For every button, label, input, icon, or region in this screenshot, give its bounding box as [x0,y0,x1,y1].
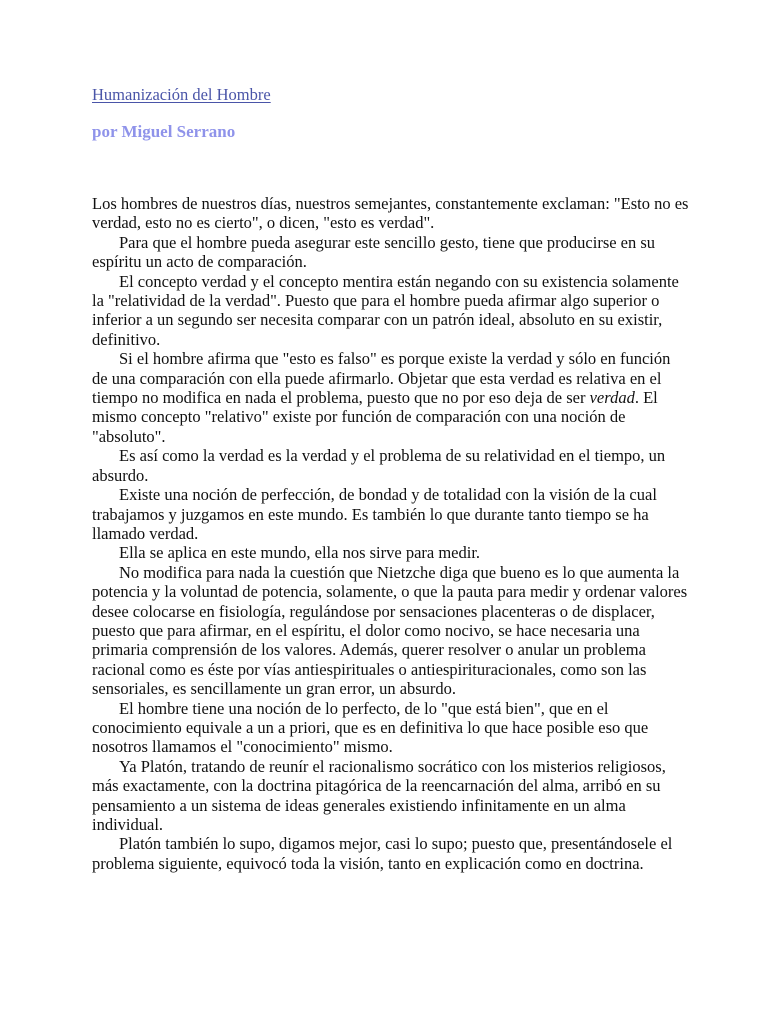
document-author: por Miguel Serrano [92,122,236,141]
paragraph-11: Platón también lo supo, digamos mejor, casi lo supo; puesto que, presentándosele el problema siguiente, equivocó toda la visión, tanto en explicación como en doctrina. [92,834,673,873]
paragraph-4 [92,349,690,446]
paragraph-4-text-b: . El mismo concepto "relativo" existe por función de comparación con una noción de "absoluto". [92,388,658,446]
paragraph-8: No modifica para nada la cuestión que Nietzche diga que bueno es lo que aumenta la potencia y la voluntad de potencia, solamente, o que la pauta para medir y ordenar valores desee colocarse en fisiología, regulándose por sensaciones placenteras o de displacer, puesto que para afirmar, en el espíritu, el dolor como nocivo, se hace necesaria una primaria comprensión de los valores. Además, querer resolver o anular un problema racional como es éste por vías antiespirituales o antiespirituracionales, como son las sensoriales, es sencillamente un gran error, un absurdo. [92,562,688,699]
paragraph-7: Ella se aplica en este mundo, ella nos sirve para medir. [119,543,481,563]
paragraph-4-emphasis: verdad [589,388,635,408]
paragraph-9: El hombre tiene una noción de lo perfecto, de lo "que está bien", que en el conocimiento equivale a un a priori, que es en definitiva lo que hace posible eso que nosotros llamamos el "conocimiento" mismo. [92,698,649,757]
paragraph-10: Ya Platón, tratando de reunír el racionalismo socrático con los misterios religiosos, más exactamente, con la doctrina pitagórica de la reencarnación del alma, arribó en su pensamiento a un sistema de ideas generales existiendo infinitamente en un alma individual. [92,756,666,834]
paragraph-2: Para que el hombre pueda asegurar este sencillo gesto, tiene que producirse en su espíritu un acto de comparación. [92,232,656,272]
paragraph-1: Los hombres de nuestros días, nuestros semejantes, constantemente exclaman: "Esto no es verdad, esto no es cierto", o dicen, "esto es verdad". [92,194,689,233]
document-title-link[interactable]: Humanización del Hombre [92,85,271,104]
document-body [92,194,690,873]
paragraph-3: El concepto verdad y el concepto mentira están negando con su existencia solamente la "relatividad de la verdad". Puesto que para el hombre pueda afirmar algo superior o inferior a un segundo ser necesita comparar con un patrón ideal, absoluto en su existir, definitivo. [92,271,679,349]
paragraph-6: Existe una noción de perfección, de bondad y de totalidad con la visión de la cual trabajamos y juzgamos en este mundo. Es también lo que durante tanto tiempo se ha llamado verdad. [92,485,657,543]
paragraph-4-text-a: Si el hombre afirma que "esto es falso" es porque existe la verdad y sólo en función de una comparación con ella puede afirmarlo. Objetar que esta verdad es relativa en el tiempo no modifica en nada el problema, puesto que no por eso deja de ser [92,349,671,408]
paragraph-5: Es así como la verdad es la verdad y el problema de su relatividad en el tiempo, un absurdo. [92,446,666,485]
